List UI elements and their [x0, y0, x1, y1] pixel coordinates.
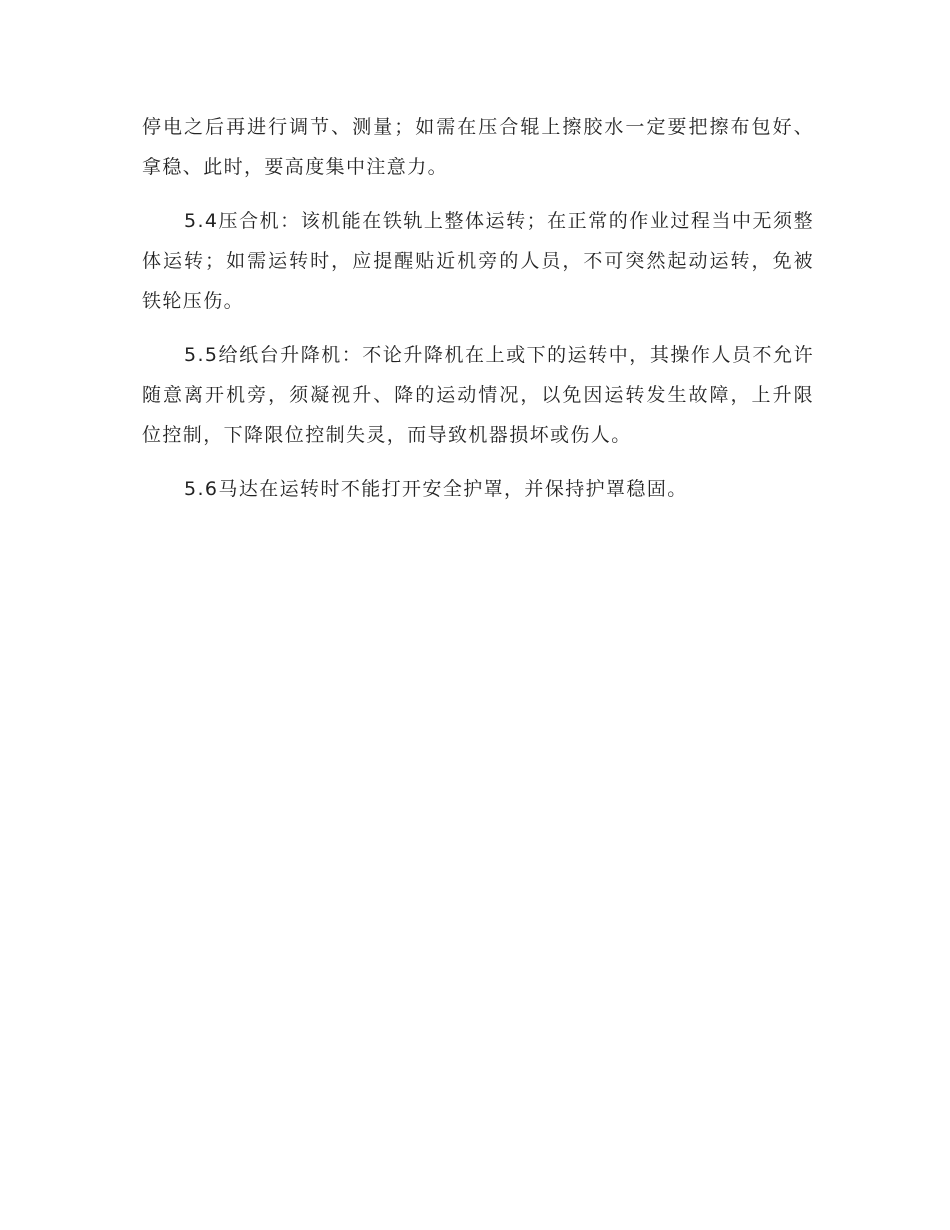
paragraph-5-6-motor: 5.6马达在运转时不能打开安全护罩，并保持护罩稳固。 — [184, 478, 688, 500]
paragraph-5-5-feeder-lift: 5.5给纸台升降机：不论升降机在上或下的运转中，其操作人员不允许随意离开机旁，须凝视升、降的运动情况，以免因运转发生故障，上升限位控制，下降限位控制失灵，而导致机器损坏或伤人。 — [142, 344, 814, 446]
paragraph-continuation: 停电之后再进行调节、测量；如需在压合辊上擦胶水一定要把擦布包好、拿稳、此时，要高度集中注意力。 — [142, 116, 814, 178]
paragraph-5-4-laminator: 5.4压合机：该机能在铁轨上整体运转；在正常的作业过程当中无须整体运转；如需运转时，应提醒贴近机旁的人员，不可突然起动运转，免被铁轮压伤。 — [142, 210, 814, 312]
document-body — [142, 107, 814, 523]
